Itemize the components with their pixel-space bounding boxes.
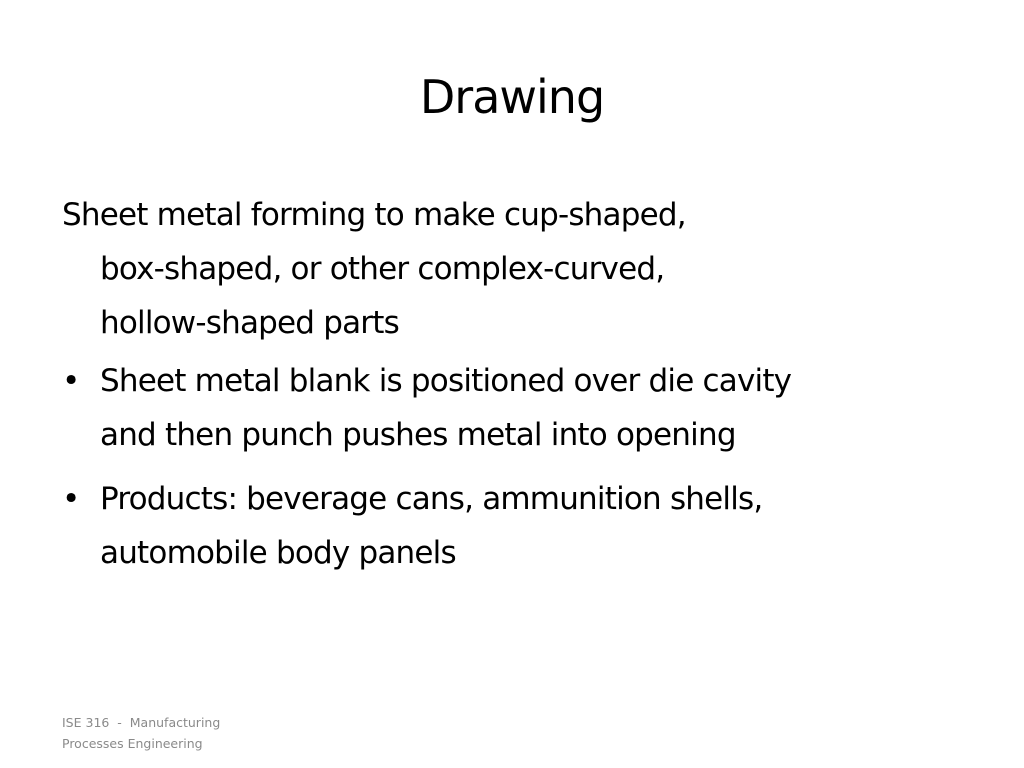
footer-line-1: ISE 316 - Manufacturing bbox=[62, 715, 221, 730]
intro-line-3: hollow-shaped parts bbox=[100, 305, 399, 341]
bullet-item-die-cavity bbox=[62, 354, 982, 462]
slide-footer bbox=[62, 712, 220, 754]
bullet-1-line-1: Sheet metal blank is positioned over die cavity bbox=[100, 363, 792, 399]
intro-paragraph bbox=[62, 188, 982, 350]
slide-body bbox=[62, 188, 982, 590]
bullet-item-products bbox=[62, 472, 982, 580]
bullet-1-line-2: and then punch pushes metal into opening bbox=[100, 417, 736, 453]
intro-line-1: Sheet metal forming to make cup-shaped, bbox=[62, 197, 686, 233]
bullet-dot-icon: • bbox=[62, 363, 80, 399]
intro-line-2: box-shaped, or other complex-curved, bbox=[100, 251, 665, 287]
bullet-dot-icon: • bbox=[62, 481, 80, 517]
bullet-2-line-2: automobile body panels bbox=[100, 535, 456, 571]
bullet-2-line-1: Products: beverage cans, ammunition shells, bbox=[100, 481, 763, 517]
slide-title: Drawing bbox=[419, 70, 605, 124]
footer-line-2: Processes Engineering bbox=[62, 736, 203, 751]
bullet-list bbox=[62, 354, 982, 580]
